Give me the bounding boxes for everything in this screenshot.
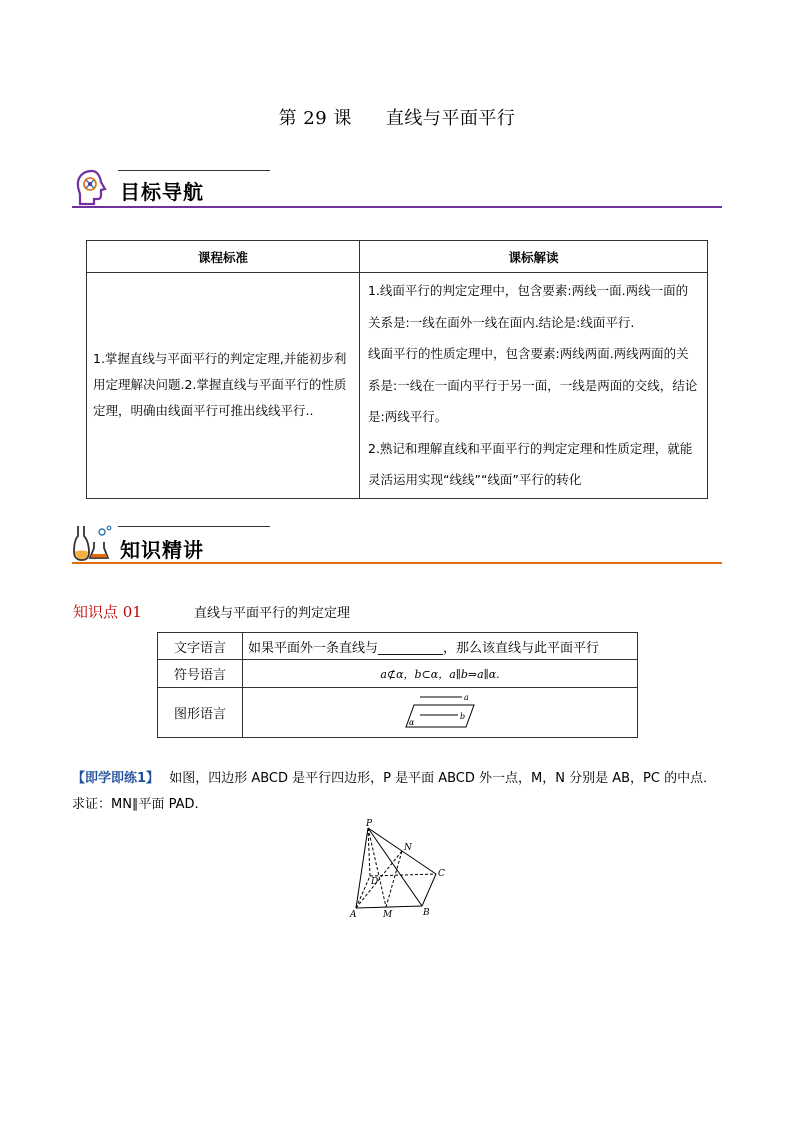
theorem-table bbox=[157, 632, 638, 738]
section-header-goals bbox=[72, 168, 722, 208]
row-label: 符号语言 bbox=[158, 660, 243, 688]
knowledge-point-label: 知识点 01 bbox=[73, 603, 142, 621]
vertex-label: D bbox=[371, 877, 379, 887]
edge-pb bbox=[368, 828, 422, 906]
row-value: 如果平面外一条直线与__________，那么该直线与此平面平行 bbox=[243, 633, 638, 660]
vertex-label: P bbox=[366, 819, 373, 829]
plane-line-figure bbox=[400, 693, 480, 733]
pyramid-figure bbox=[342, 818, 454, 922]
row-value: a⊄α，b⊂α，a∥b⇒a∥α. bbox=[243, 660, 638, 688]
edge-dc bbox=[370, 874, 436, 876]
cell-paragraph: 1.线面平行的判定定理中，包含要素:两线一面.两线一面的关系是:一线在面外一线在面内.结论是:线面平行. bbox=[368, 283, 689, 330]
exercise-tag: 【即学即练1】 bbox=[72, 771, 160, 786]
edge-bc bbox=[422, 874, 436, 906]
cell-paragraph: 2.熟记和理解直线和平面平行的判定定理和性质定理，就能灵活运用实现“线线”“线面”平行的转化 bbox=[368, 440, 693, 487]
figure-cell bbox=[243, 688, 638, 738]
table-cell bbox=[360, 273, 708, 499]
row-label: 文字语言 bbox=[158, 633, 243, 660]
page-title: 第 29 课 直线与平面平行 bbox=[278, 108, 516, 129]
cell-paragraph: 线面平行的性质定理中，包含要素:两线两面.两线两面的关系是:一线在一面内平行于另一面，一线是两面的交线，结论是:两线平行。 bbox=[368, 346, 698, 424]
vertex-label: B bbox=[423, 908, 430, 918]
edge-pc bbox=[368, 828, 436, 874]
flask-icon bbox=[72, 524, 114, 562]
goals-table bbox=[86, 240, 708, 499]
label-a: a bbox=[464, 692, 469, 702]
vertex-label: M bbox=[383, 910, 393, 920]
label-alpha: α bbox=[409, 717, 415, 727]
brain-icon bbox=[74, 168, 110, 206]
section-label: 目标导航 bbox=[120, 180, 204, 204]
vertex-label: A bbox=[350, 910, 357, 920]
section-label: 知识精讲 bbox=[120, 538, 204, 562]
vertex-label: N bbox=[404, 843, 412, 853]
row-label: 图形语言 bbox=[158, 688, 243, 738]
vertex-label: C bbox=[438, 869, 445, 879]
table-header: 课标解读 bbox=[360, 241, 708, 273]
line-mn bbox=[386, 851, 402, 907]
line-pm bbox=[368, 828, 386, 907]
section-rule bbox=[72, 206, 722, 208]
table-cell: 1.掌握直线与平面平行的判定定理,并能初步利用定理解决问题.2.掌握直线与平面平行的性质定理，明确由线面平行可推出线线平行.. bbox=[87, 273, 360, 499]
section-rule bbox=[72, 562, 722, 564]
section-header-knowledge bbox=[72, 524, 722, 564]
table-header: 课程标准 bbox=[87, 241, 360, 273]
exercise-block bbox=[72, 766, 726, 818]
edge-ab bbox=[356, 906, 422, 908]
label-b: b bbox=[460, 711, 466, 721]
knowledge-point-title: 直线与平面平行的判定定理 bbox=[194, 606, 351, 621]
exercise-text: 如图，四边形 ABCD 是平行四边形，P 是平面 ABCD 外一点，M，N 分别是 AB，PC 的中点．求证：MN∥平面 PAD. bbox=[72, 771, 717, 812]
